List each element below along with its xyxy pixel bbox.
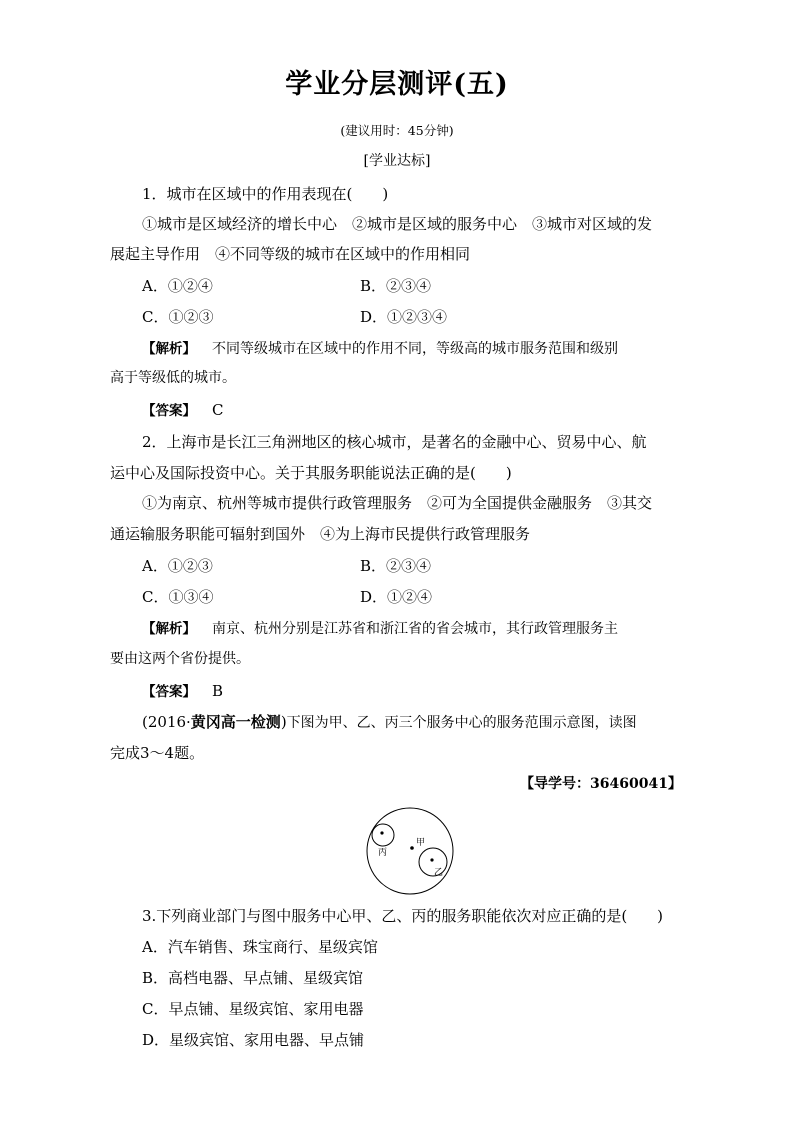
intro-line1 bbox=[142, 711, 637, 732]
q3-option-d[interactable]: D．星级宾馆、家用电器、早点铺 bbox=[142, 1031, 365, 1049]
q3-option-a[interactable]: A．汽车销售、珠宝商行、星级宾馆 bbox=[142, 938, 378, 956]
suggested-time: (建议用时：45分钟) bbox=[340, 123, 454, 138]
q2-analysis bbox=[142, 617, 618, 638]
q2-stem-line1: 2．上海市是长江三角洲地区的核心城市，是著名的金融中心、贸易中心、航 bbox=[142, 433, 647, 451]
analysis-text: 南京、杭州分别是江苏省和浙江省的省会城市，其行政管理服务主 bbox=[212, 621, 618, 637]
intro-text: 下图为甲、乙、丙三个服务中心的服务范围示意图，读图 bbox=[286, 715, 637, 731]
jia-center-dot bbox=[410, 846, 414, 850]
q3-option-c[interactable]: C．早点铺、星级宾馆、家用电器 bbox=[142, 1000, 364, 1018]
q2-option-b[interactable]: B．②③④ bbox=[360, 557, 432, 575]
q1-analysis-line2: 高于等级低的城市。 bbox=[110, 370, 236, 386]
q2-option-d[interactable]: D．①②④ bbox=[360, 588, 433, 606]
q2-analysis-line2: 要由这两个省份提供。 bbox=[110, 651, 250, 667]
q2-stem-line2: 运中心及国际投资中心。关于其服务职能说法正确的是( ) bbox=[110, 464, 512, 482]
q2-statements-line1: ①为南京、杭州等城市提供行政管理服务 ②可为全国提供金融服务 ③其交 bbox=[142, 494, 653, 512]
q2-option-a[interactable]: A．①②③ bbox=[142, 557, 213, 575]
label-bing: 丙 bbox=[378, 848, 388, 858]
yi-center-dot bbox=[430, 858, 433, 861]
label-yi: 乙 bbox=[434, 868, 444, 878]
analysis-text: 不同等级城市在区域中的作用不同，等级高的城市服务范围和级别 bbox=[212, 341, 618, 357]
label-jia: 甲 bbox=[416, 838, 426, 848]
answer-tag: 【答案】 bbox=[142, 403, 196, 419]
page-title: 学业分层测评(五) bbox=[285, 69, 509, 100]
q1-analysis bbox=[142, 337, 618, 358]
bing-service-circle bbox=[372, 824, 394, 846]
analysis-tag: 【解析】 bbox=[142, 341, 196, 357]
service-range-figure bbox=[360, 805, 460, 895]
source-name: 黄冈高一检测 bbox=[190, 713, 281, 731]
q3-option-b[interactable]: B．高档电器、早点铺、星级宾馆 bbox=[142, 969, 364, 987]
q2-answer bbox=[142, 680, 223, 700]
q2-statements-line2: 通运输服务职能可辐射到国外 ④为上海市民提供行政管理服务 bbox=[110, 525, 531, 543]
q1-statements-line1: ①城市是区域经济的增长中心 ②城市是区域的服务中心 ③城市对区域的发 bbox=[142, 215, 653, 233]
source-close: ) bbox=[280, 713, 287, 731]
q1-stem: 1．城市在区域中的作用表现在( ) bbox=[142, 185, 389, 203]
q1-statements-line2: 展起主导作用 ④不同等级的城市在区域中的作用相同 bbox=[110, 245, 471, 263]
q1-option-b[interactable]: B．②③④ bbox=[360, 277, 432, 295]
q1-option-d[interactable]: D．①②③④ bbox=[360, 308, 448, 326]
answer-tag: 【答案】 bbox=[142, 684, 196, 700]
q1-answer bbox=[142, 399, 223, 419]
q3-stem: 3.下列商业部门与图中服务中心甲、乙、丙的服务职能依次对应正确的是( ) bbox=[142, 907, 664, 925]
guide-number: 【导学号：36460041】 bbox=[520, 776, 682, 792]
intro-line2: 完成3～4题。 bbox=[110, 744, 205, 762]
source-open: (2016· bbox=[142, 713, 191, 731]
q1-option-a[interactable]: A．①②④ bbox=[142, 277, 213, 295]
bing-center-dot bbox=[380, 831, 383, 834]
q1-option-c[interactable]: C．①②③ bbox=[142, 308, 214, 326]
answer-value: C bbox=[212, 401, 224, 419]
section-heading: [学业达标] bbox=[363, 153, 431, 169]
analysis-tag: 【解析】 bbox=[142, 621, 196, 637]
q2-option-c[interactable]: C．①③④ bbox=[142, 588, 214, 606]
answer-value: B bbox=[212, 682, 224, 700]
